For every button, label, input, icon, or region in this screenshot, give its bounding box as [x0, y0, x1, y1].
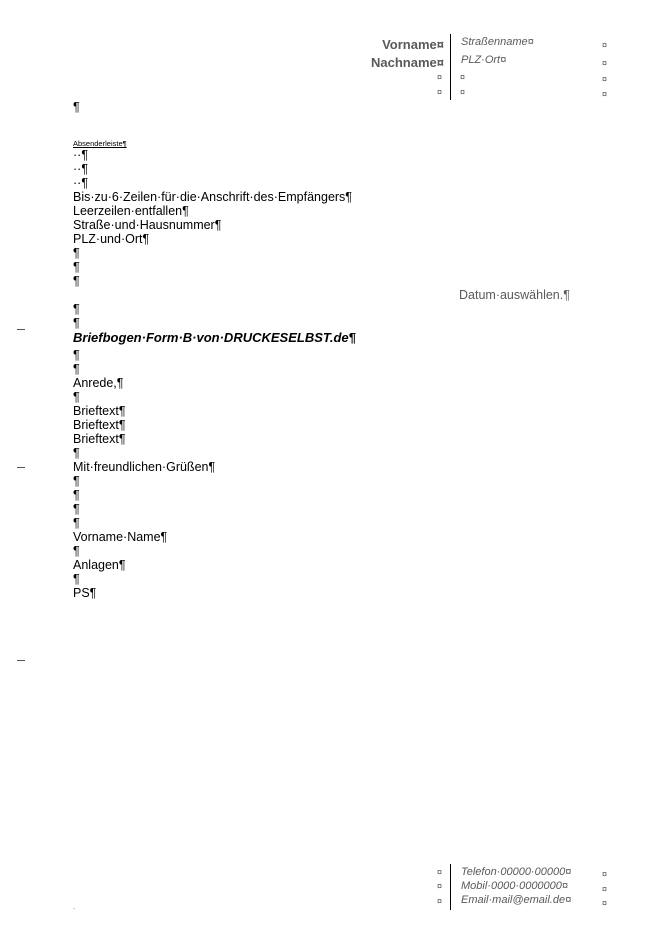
- body-line: ¶: [73, 362, 80, 376]
- subject-line[interactable]: Briefbogen·Form·B·von·DRUCKESELBST.de¶: [73, 330, 356, 345]
- sender-line-placeholder: ··¶: [73, 162, 89, 176]
- cell-mark: ¤: [460, 87, 466, 97]
- header-divider: [450, 34, 451, 100]
- row-end-mark: ¤: [602, 40, 608, 50]
- sender-line: Absenderleiste¶: [73, 139, 127, 148]
- sender-first-name: Vorname¤: [382, 37, 444, 52]
- recipient-line: ¶: [73, 274, 80, 288]
- signature-name[interactable]: Vorname·Name¶: [73, 530, 168, 544]
- fold-mark: [17, 329, 25, 330]
- fold-mark: [17, 660, 25, 661]
- row-end-mark: ¤: [602, 89, 608, 99]
- body-line: ¶: [73, 348, 80, 362]
- row-end-mark: ¤: [602, 58, 608, 68]
- recipient-line[interactable]: Straße·und·Hausnummer¶: [73, 218, 222, 232]
- row-end-mark: ¤: [602, 884, 608, 894]
- body-text[interactable]: Brieftext¶: [73, 432, 126, 446]
- body-line: ¶: [73, 390, 80, 404]
- recipient-line[interactable]: PLZ·und·Ort¶: [73, 232, 150, 246]
- body-line: ¶: [73, 544, 80, 558]
- body-line: ¶: [73, 502, 80, 516]
- sender-line-placeholder: ··¶: [73, 148, 89, 162]
- paragraph-mark: ¶: [73, 302, 80, 316]
- postscript[interactable]: PS¶: [73, 586, 97, 600]
- cell-mark: ¤: [437, 867, 443, 877]
- body-text[interactable]: Brieftext¶: [73, 404, 126, 418]
- recipient-line: ¶: [73, 246, 80, 260]
- date-picker-field[interactable]: Datum·auswählen.¶: [459, 288, 570, 302]
- recipient-line[interactable]: Leerzeilen·entfallen¶: [73, 204, 189, 218]
- footer-paragraph-mark: .: [73, 902, 76, 911]
- cell-mark: ¤: [437, 896, 443, 906]
- paragraph-mark: ¶: [73, 316, 80, 330]
- cell-mark: ¤: [460, 72, 466, 82]
- body-line: ¶: [73, 446, 80, 460]
- punch-mark: [17, 467, 25, 468]
- row-end-mark: ¤: [602, 869, 608, 879]
- recipient-line[interactable]: Bis·zu·6·Zeilen·für·die·Anschrift·des·Empfängers¶: [73, 190, 353, 204]
- body-line: ¶: [73, 572, 80, 586]
- footer-divider: [450, 864, 451, 910]
- salutation[interactable]: Anrede,¶: [73, 376, 124, 390]
- sender-last-name: Nachname¤: [371, 55, 444, 70]
- body-line: ¶: [73, 516, 80, 530]
- footer-email: Email·mail@email.de¤: [461, 894, 572, 906]
- row-end-mark: ¤: [602, 74, 608, 84]
- cell-mark: ¤: [437, 881, 443, 891]
- recipient-line: ¶: [73, 260, 80, 274]
- row-end-mark: ¤: [602, 898, 608, 908]
- body-line: ¶: [73, 488, 80, 502]
- body-line: ¶: [73, 474, 80, 488]
- cell-mark: ¤: [437, 87, 443, 97]
- footer-phone: Telefon·00000·00000¤: [461, 866, 572, 878]
- sender-line-placeholder: ··¶: [73, 176, 89, 190]
- cell-mark: ¤: [437, 72, 443, 82]
- sender-street: Straßenname¤: [461, 36, 534, 48]
- footer-mobile: Mobil·0000·0000000¤: [461, 880, 569, 892]
- body-text[interactable]: Brieftext¶: [73, 418, 126, 432]
- attachments[interactable]: Anlagen¶: [73, 558, 126, 572]
- paragraph-mark: ¶: [73, 100, 80, 114]
- closing[interactable]: Mit·freundlichen·Grüßen¶: [73, 460, 216, 474]
- sender-city: PLZ·Ort¤: [461, 54, 507, 66]
